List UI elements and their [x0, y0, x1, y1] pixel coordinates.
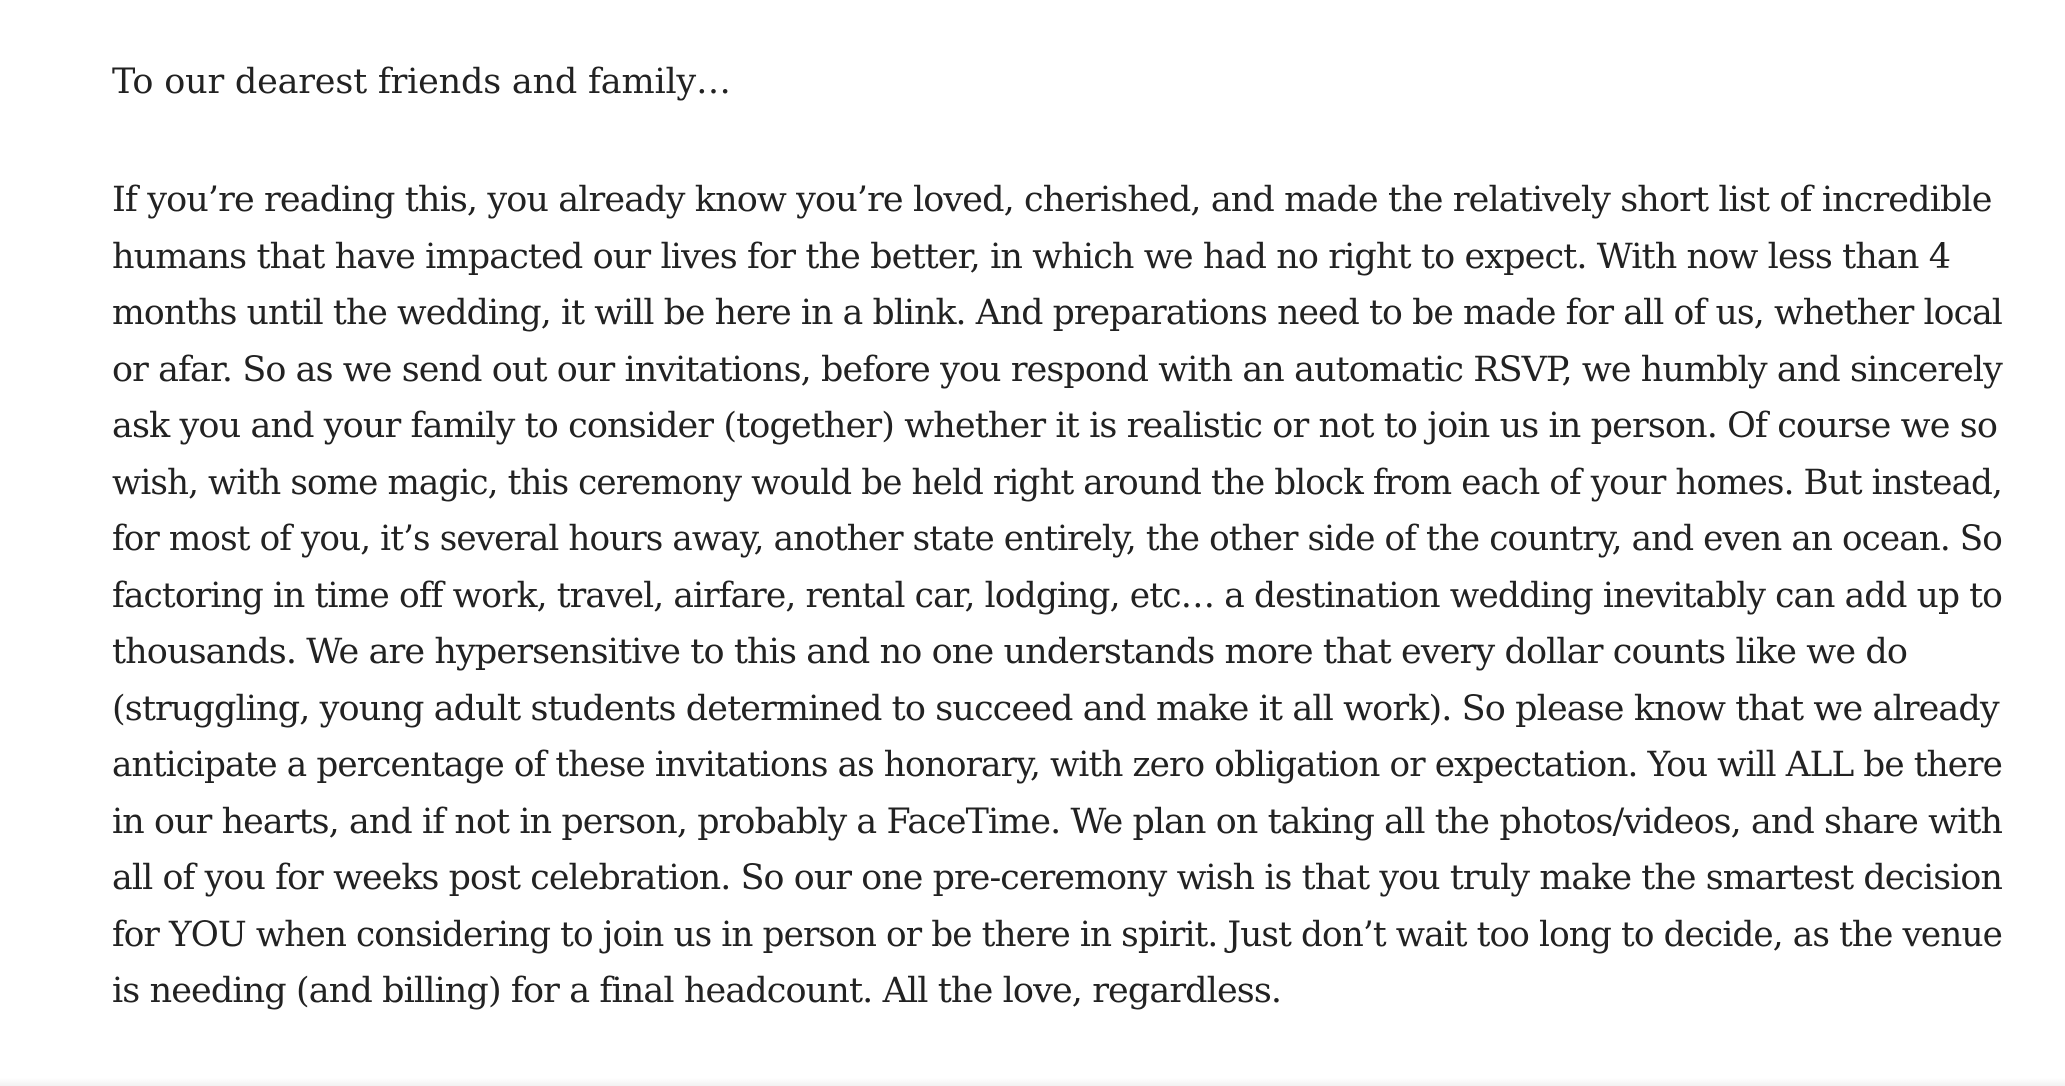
letter-body-line: factoring in time off work, travel, airfare, rental car, lodging, etc… a destination wedding inevitably can add up to [112, 575, 2002, 616]
letter-body-line: (struggling, young adult students determined to succeed and make it all work). So please know that we already [112, 688, 1999, 729]
letter-body-line: all of you for weeks post celebration. So our one pre-ceremony wish is that you truly make the smartest decision [112, 858, 2002, 898]
letter-body-line: thousands. We are hypersensitive to this and no one understands more that every dollar counts like we do [112, 632, 1908, 672]
letter-body-line: for most of you, it’s several hours away, another state entirely, the other side of the country, and even an ocean. So [112, 519, 2002, 559]
letter-content [112, 60, 2002, 1020]
bottom-divider [0, 1078, 2065, 1086]
letter-salutation: To our dearest friends and family… [112, 62, 731, 102]
letter-body [112, 172, 2002, 1020]
letter-body-line: anticipate a percentage of these invitations as honorary, with zero obligation or expectation. You will ALL be there [112, 745, 2002, 785]
letter-body-line: or afar. So as we send out our invitations, before you respond with an automatic RSVP, we humbly and sincerely [112, 349, 2002, 390]
letter-body-line: months until the wedding, it will be here in a blink. And preparations need to be made for all of us, whether local [112, 293, 2002, 333]
letter-body-line: for YOU when considering to join us in person or be there in spirit. Just don’t wait too long to decide, as the venue [112, 914, 2002, 955]
letter-body-line: If you’re reading this, you already know you’re loved, cherished, and made the relatively short list of incredible [112, 180, 1992, 220]
letter-body-line: in our hearts, and if not in person, probably a FaceTime. We plan on taking all the photos/videos, and share with [112, 801, 2002, 842]
letter-body-line: humans that have impacted our lives for the better, in which we had no right to expect. With now less than 4 [112, 236, 1951, 277]
letter-body-line: is needing (and billing) for a final headcount. All the love, regardless. [112, 971, 1282, 1011]
letter-body-line: wish, with some magic, this ceremony would be held right around the block from each of your homes. But instead, [112, 462, 2002, 503]
letter-body-line: ask you and your family to consider (together) whether it is realistic or not to join us in person. Of course we so [112, 406, 1997, 446]
